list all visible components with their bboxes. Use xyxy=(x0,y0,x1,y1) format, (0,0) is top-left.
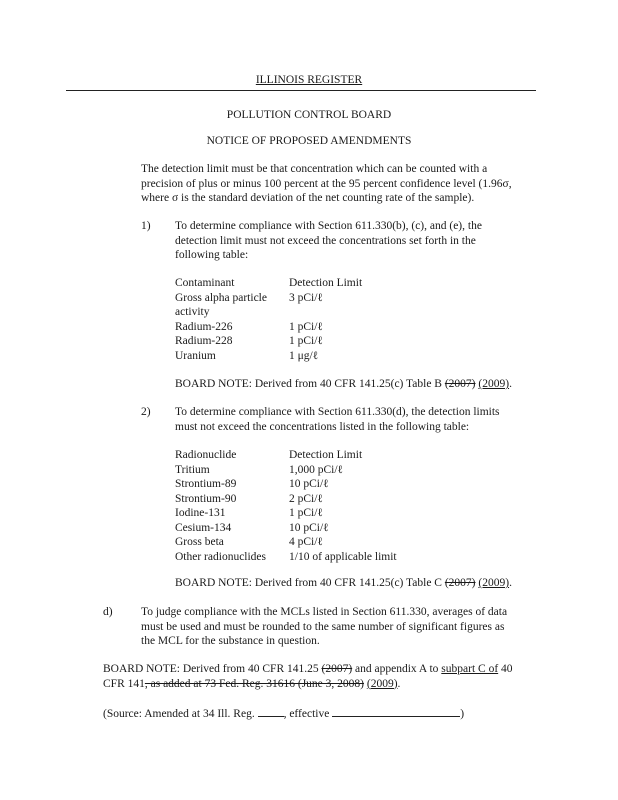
radionuclide-name: Gross beta xyxy=(175,536,224,548)
struck-year: (2007) xyxy=(444,577,476,589)
added-year: (2009) xyxy=(478,577,510,589)
detection-limit: 1/10 of applicable limit xyxy=(289,550,397,563)
item1-text: To determine compliance with Section 611.330(b), (c), and (e), the detection limit must not exceed the concentrations set forth in the following table: xyxy=(175,220,482,261)
blank-date-line xyxy=(332,705,460,717)
column-header: Detection Limit xyxy=(289,277,363,289)
item2-number: 2) xyxy=(141,406,151,418)
header-rule xyxy=(66,90,536,91)
notice-title: NOTICE OF PROPOSED AMENDMENTS xyxy=(206,135,412,147)
radionuclide-name: Tritium xyxy=(175,463,210,476)
radionuclide-name: Strontium-90 xyxy=(175,492,237,505)
board-title: POLLUTION CONTROL BOARD xyxy=(226,109,392,121)
intro-paragraph: The detection limit must be that concentration which can be counted with a precision of plus or minus 100 percent at the 95 percent confidence level (1.96σ, where σ is the standard deviation of the net counting rate of the sample). xyxy=(141,163,512,204)
struck-year: (2007) xyxy=(321,663,353,675)
detection-limit: 1 μg/ℓ xyxy=(289,349,319,362)
detection-limit: 1,000 pCi/ℓ xyxy=(289,463,344,476)
radionuclide-name: Other radionuclides xyxy=(175,550,267,563)
item2-text: To determine compliance with Section 611.330(d), the detection limits must not exceed the concentrations listed in the following table: xyxy=(175,406,500,433)
detection-limit: 3 pCi/ℓ xyxy=(289,291,323,304)
detection-limit: 10 pCi/ℓ xyxy=(289,478,329,490)
contaminant-name: Gross alpha particle activity xyxy=(175,291,267,318)
added-year: (2009) xyxy=(478,378,510,390)
detection-limit: 2 pCi/ℓ xyxy=(289,492,323,505)
item1-number: 1) xyxy=(141,220,151,232)
closing-board-note: BOARD NOTE: Derived from 40 CFR 141.25 (2007) and appendix A to subpart C of 40 CFR 141, as added at 73 Fed. Reg. 31616 (June 3, 2008) (2009). xyxy=(103,663,513,690)
struck-year: (2007) xyxy=(444,378,476,390)
detection-limit: 10 pCi/ℓ xyxy=(289,521,329,534)
column-header: Contaminant xyxy=(175,277,235,289)
contaminant-name: Radium-226 xyxy=(175,320,233,333)
detection-limit: 1 pCi/ℓ xyxy=(289,507,323,519)
item-d-text: To judge compliance with the MCLs listed in Section 611.330, averages of data must be used and must be rounded to the same number of significant figures as the MCL for the substance in question. xyxy=(141,606,508,647)
added-year: (2009) xyxy=(366,677,398,690)
item2-board-note: BOARD NOTE: Derived from 40 CFR 141.25(c) Table C (2007) (2009). xyxy=(175,577,512,589)
blank-page-line xyxy=(258,705,284,717)
radionuclide-name: Strontium-89 xyxy=(175,478,237,490)
radionuclide-name: Iodine-131 xyxy=(175,507,226,519)
struck-text: , as added at 73 Fed. Reg. 31616 (June 3, 2008) xyxy=(144,677,364,690)
column-header: Radionuclide xyxy=(175,449,237,461)
item-d-label: d) xyxy=(103,606,113,618)
register-title: ILLINOIS REGISTER xyxy=(255,74,363,86)
added-text: subpart C of xyxy=(441,663,499,675)
item1-board-note: BOARD NOTE: Derived from 40 CFR 141.25(c) Table B (2007) (2009). xyxy=(175,378,512,390)
contaminant-name: Uranium xyxy=(175,349,216,362)
detection-limit: 1 pCi/ℓ xyxy=(289,335,323,347)
detection-limit: 4 pCi/ℓ xyxy=(289,536,323,548)
contaminant-name: Radium-228 xyxy=(175,335,233,347)
column-header: Detection Limit xyxy=(289,449,363,461)
source-line: (Source: Amended at 34 Ill. Reg. , effective ) xyxy=(103,705,464,722)
detection-limit: 1 pCi/ℓ xyxy=(289,320,323,333)
radionuclide-name: Cesium-134 xyxy=(175,521,232,534)
